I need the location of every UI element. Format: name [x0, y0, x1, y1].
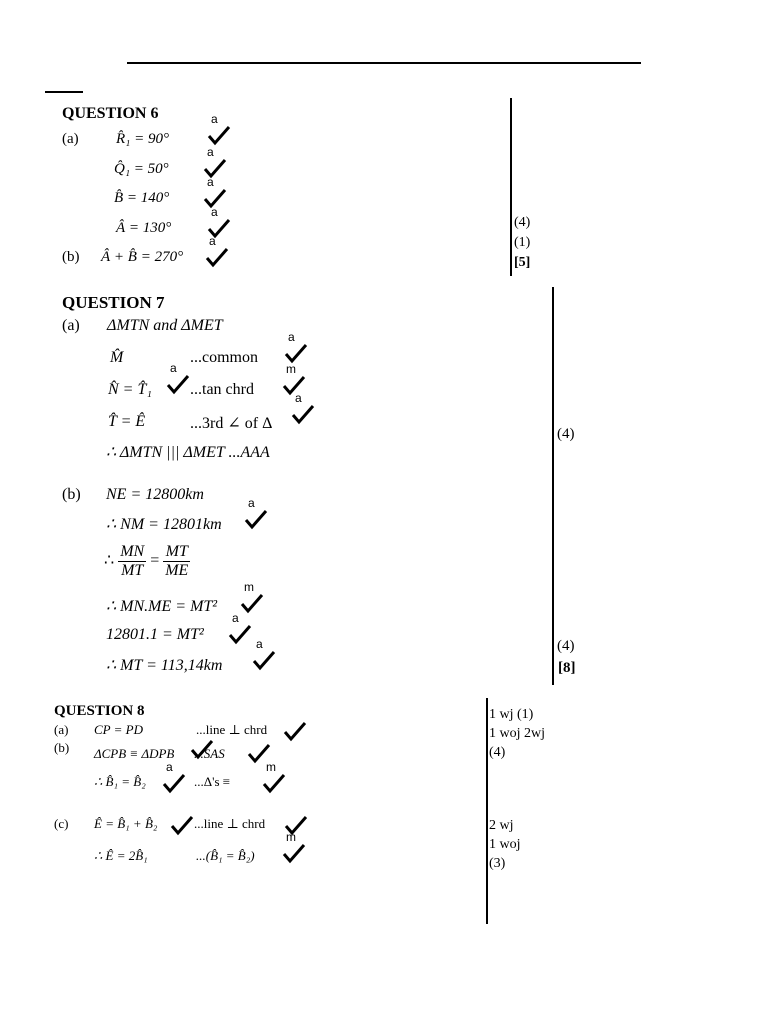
q8-mark-bottom-2: 1 woj: [489, 837, 521, 852]
q8-c-label: (c): [54, 816, 69, 831]
q8-c-expr: Ê = B̂₁ + B̂₂: [94, 816, 158, 831]
q7-total: [8]: [558, 660, 576, 676]
q8-b-reason: ...SAS: [194, 746, 225, 761]
q7-a-intro: ΔMTN and ΔMET: [107, 317, 223, 334]
q8-b2-expr: ∴ B̂₁ = B̂₂: [94, 774, 146, 789]
q6-line-3: B̂ = 140°: [114, 190, 170, 206]
q7-a-conclusion: ∴ ΔMTN ||| ΔMET ...AAA: [106, 444, 270, 461]
q6-a-label: (a): [62, 131, 79, 147]
q7-title: QUESTION 7: [62, 293, 165, 312]
q8-c-reason: ...line ⊥ chrd: [194, 816, 266, 831]
q6-margin-line: [510, 98, 512, 276]
q7-a-reason-2: ...tan chrd: [190, 381, 254, 398]
q7-a-line-1: M̂: [110, 349, 124, 366]
q8-margin-line: [486, 698, 488, 924]
q7-margin-line: [552, 287, 554, 685]
q7-b-line-1: NE = 12800km: [106, 486, 204, 503]
q8-b-expr: ΔCPB ≡ ΔDPB: [94, 746, 175, 761]
q6-line-1: R̂₁ = 90°: [116, 131, 169, 147]
q8-a-expr: CP = PD: [94, 722, 143, 737]
q8-a-label: (a): [54, 722, 69, 737]
q7-a-reason-1: ...common: [190, 349, 258, 366]
q7-a-label: (a): [62, 317, 80, 334]
q6-b-line: Â + B̂ = 270°: [101, 249, 184, 265]
q6-b-label: (b): [62, 249, 80, 265]
q7-b-line-5: 12801.1 = MT²: [106, 626, 204, 643]
q7-b-label: (b): [62, 486, 81, 503]
q8-c2-reason: ...(B̂₁ = B̂₂): [196, 848, 255, 863]
q7-a-line-2: N̂ = T̂₁: [108, 381, 152, 398]
q8-mark-top-1: 1 wj (1): [489, 707, 534, 722]
q7-a-reason-3: ...3rd ∠ of Δ: [190, 415, 273, 432]
left-short-rule: [45, 91, 83, 93]
q6-title: QUESTION 6: [62, 105, 159, 122]
q7-b-line-4: ∴ MN.ME = MT²: [106, 598, 218, 615]
q8-a-reason: ...line ⊥ chrd: [196, 722, 268, 737]
q7-mark-a: (4): [557, 426, 575, 442]
q8-mark-top-2: 1 woj 2wj: [489, 726, 545, 741]
q6-mark-2: (1): [514, 235, 531, 250]
q8-title: QUESTION 8: [54, 703, 145, 719]
q8-mark-top-3: (4): [489, 745, 506, 760]
q8-b-label: (b): [54, 740, 70, 755]
q8-b2-reason: ...Δ's ≡: [194, 774, 231, 789]
q6-mark-1: (4): [514, 215, 531, 230]
q6-line-2: Q̂₁ = 50°: [114, 161, 169, 177]
q7-b-line-6: ∴ MT = 113,14km: [106, 657, 223, 674]
q7-b-line-2: ∴ NM = 12801km: [106, 516, 222, 533]
top-rule: [127, 62, 641, 64]
q7-a-line-3: T̂ = Ê: [108, 413, 146, 430]
q7-mark-b: (4): [557, 638, 575, 654]
q8-c2-expr: ∴ Ê = 2B̂₁: [94, 848, 148, 863]
q7-b-ratio: ∴ $\frac{MN}{MT}$ = $\frac{MT}{ME}$: [104, 543, 189, 579]
q8-mark-bottom-3: (3): [489, 856, 506, 871]
q6-line-4: Â = 130°: [116, 220, 172, 236]
q6-total: [5]: [514, 255, 531, 270]
q8-mark-bottom-1: 2 wj: [489, 818, 514, 833]
